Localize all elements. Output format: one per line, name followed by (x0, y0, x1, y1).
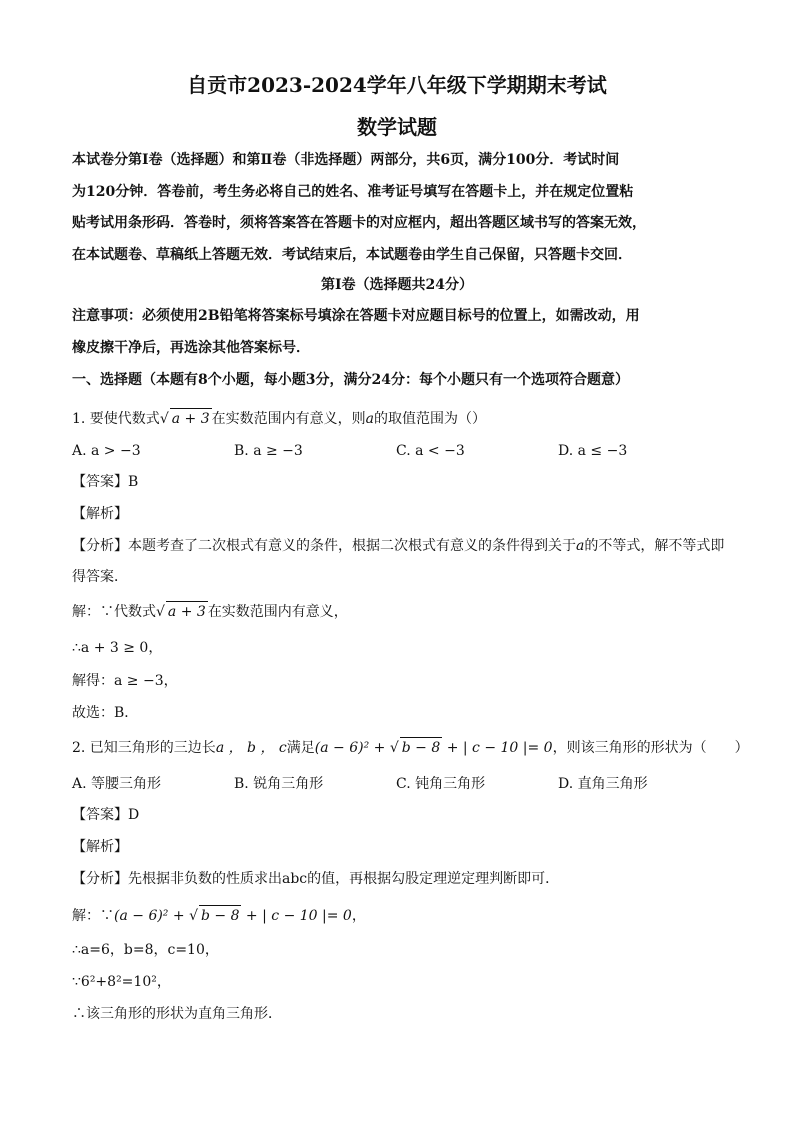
notice-line-2: 橡皮擦干净后，再选涂其他答案标号． (72, 340, 310, 356)
part1-heading: 第Ⅰ卷（选择题共24分） (320, 277, 474, 293)
q1-stem (72, 408, 734, 429)
q2-cond-abs: + | c − 10 |= 0 (442, 740, 553, 756)
q2-option-c: C. 钝角三角形 (396, 776, 486, 792)
q2-fenxi: 【分析】先根据非负数的性质求出abc的值，再根据勾股定理逆定理判断即可． (72, 871, 560, 887)
q2-solution-line-1 (72, 905, 734, 926)
q2-option-a: A. 等腰三角形 (72, 776, 162, 792)
page-subtitle: 数学试题 (357, 115, 437, 139)
q1-var: a (365, 411, 374, 427)
sqrt-icon: √ (389, 740, 399, 756)
intro-line-3: 贴考试用条形码．答卷时，须将答案答在答题卡的对应框内，超出答题区域书写的答案无效， (72, 215, 646, 231)
q1-answer: 【答案】B (72, 474, 139, 490)
q2-answer: 【答案】D (72, 807, 140, 823)
q1-radicand: a + 3 (170, 408, 212, 429)
q2-sol-rad: b − 8 (199, 905, 242, 926)
q1-sol-suffix: 在实数范围内有意义， (207, 604, 348, 620)
q2-sol-abs: + | c − 10 |= 0 (241, 908, 352, 924)
q1-sol-prefix: 解：∵代数式 (72, 604, 156, 620)
q2-solution-line-2: ∴a=6，b=8，c=10， (72, 942, 219, 958)
q1-option-a: A. a > −3 (72, 443, 141, 459)
q1-solution-line-2: ∴a + 3 ≥ 0， (72, 640, 163, 656)
q2-solution-line-3: ∵6²+8²=10²， (72, 974, 171, 990)
intro-line-2: 为120分钟．答卷前，考生务必将自己的姓名、准考证号填写在答题卡上，并在规定位置粘 (72, 184, 634, 200)
q1-analysis-label: 【解析】 (72, 506, 128, 522)
q2-vars: a ， b ， c (215, 740, 287, 756)
q2-analysis-label: 【解析】 (72, 839, 128, 855)
sqrt-icon: √ (189, 908, 198, 924)
sqrt-icon: √ (159, 411, 169, 427)
q1-option-d: D. a ≤ −3 (558, 443, 628, 459)
q1-option-b: B. a ≥ −3 (234, 443, 303, 459)
intro-line-4: 在本试题卷、草稿纸上答题无效．考试结束后，本试题卷由学生自己保留，只答题卡交回． (72, 247, 632, 263)
q2-sol-a: (a − 6)² (114, 908, 169, 924)
notice-line-1: 注意事项：必须使用2B铅笔将答案标号填涂在答题卡对应题目标号的位置上，如需改动，用 (72, 308, 640, 324)
q1-fenxi-suffix: 的不等式，解不等式即 (584, 538, 725, 554)
q1-fenxi-line-2: 得答案． (72, 569, 128, 585)
q2-cond-pre: 满足 (286, 740, 315, 756)
page-title: 自贡市2023-2024学年八年级下学期期末考试 (187, 73, 607, 97)
q2-option-b: B. 锐角三角形 (234, 776, 324, 792)
q2-sol-end: ， (351, 908, 366, 924)
q1-solution-line-1 (72, 601, 734, 622)
q2-option-d: D. 直角三角形 (558, 776, 648, 792)
q1-fenxi-line-1 (72, 536, 734, 556)
q1-suffix: 的取值范围为（） (373, 411, 486, 427)
q1-mid: 在实数范围内有意义，则 (211, 411, 366, 427)
q2-sol-plus: + (168, 908, 190, 924)
q1-solution-line-3: 解得：a ≥ −3， (72, 673, 178, 689)
q2-cond-a: (a − 6)² (314, 740, 370, 756)
intro-line-1: 本试卷分第Ⅰ卷（选择题）和第Ⅱ卷（非选择题）两部分，共6页，满分100分．考试时间 (72, 152, 620, 168)
q1-solution-line-4: 故选：B． (72, 705, 139, 721)
q2-suffix: ，则该三角形的形状为（ ） (552, 740, 749, 756)
q2-sol-prefix: 解：∵ (72, 908, 114, 924)
sqrt-icon: √ (156, 604, 165, 620)
q2-prefix: 2. 已知三角形的三边长 (72, 740, 216, 756)
section-heading: 一、选择题（本题有8个小题，每小题3分，满分24分：每个小题只有一个选项符合题意） (72, 372, 629, 388)
q2-solution-line-4: ∴该三角形的形状为直角三角形． (72, 1006, 282, 1022)
q1-fenxi-prefix: 【分析】本题考查了二次根式有意义的条件，根据二次根式有意义的条件得到关于 (72, 538, 576, 554)
q1-fenxi-var: a (576, 538, 585, 554)
q1-option-c: C. a < −3 (396, 443, 465, 459)
q1-sol-radicand: a + 3 (166, 601, 208, 622)
q2-cond-rad: b − 8 (400, 737, 443, 758)
q2-cond-plus: + (369, 740, 390, 756)
q1-prefix: 1. 要使代数式 (72, 411, 160, 427)
q2-stem (72, 737, 749, 758)
